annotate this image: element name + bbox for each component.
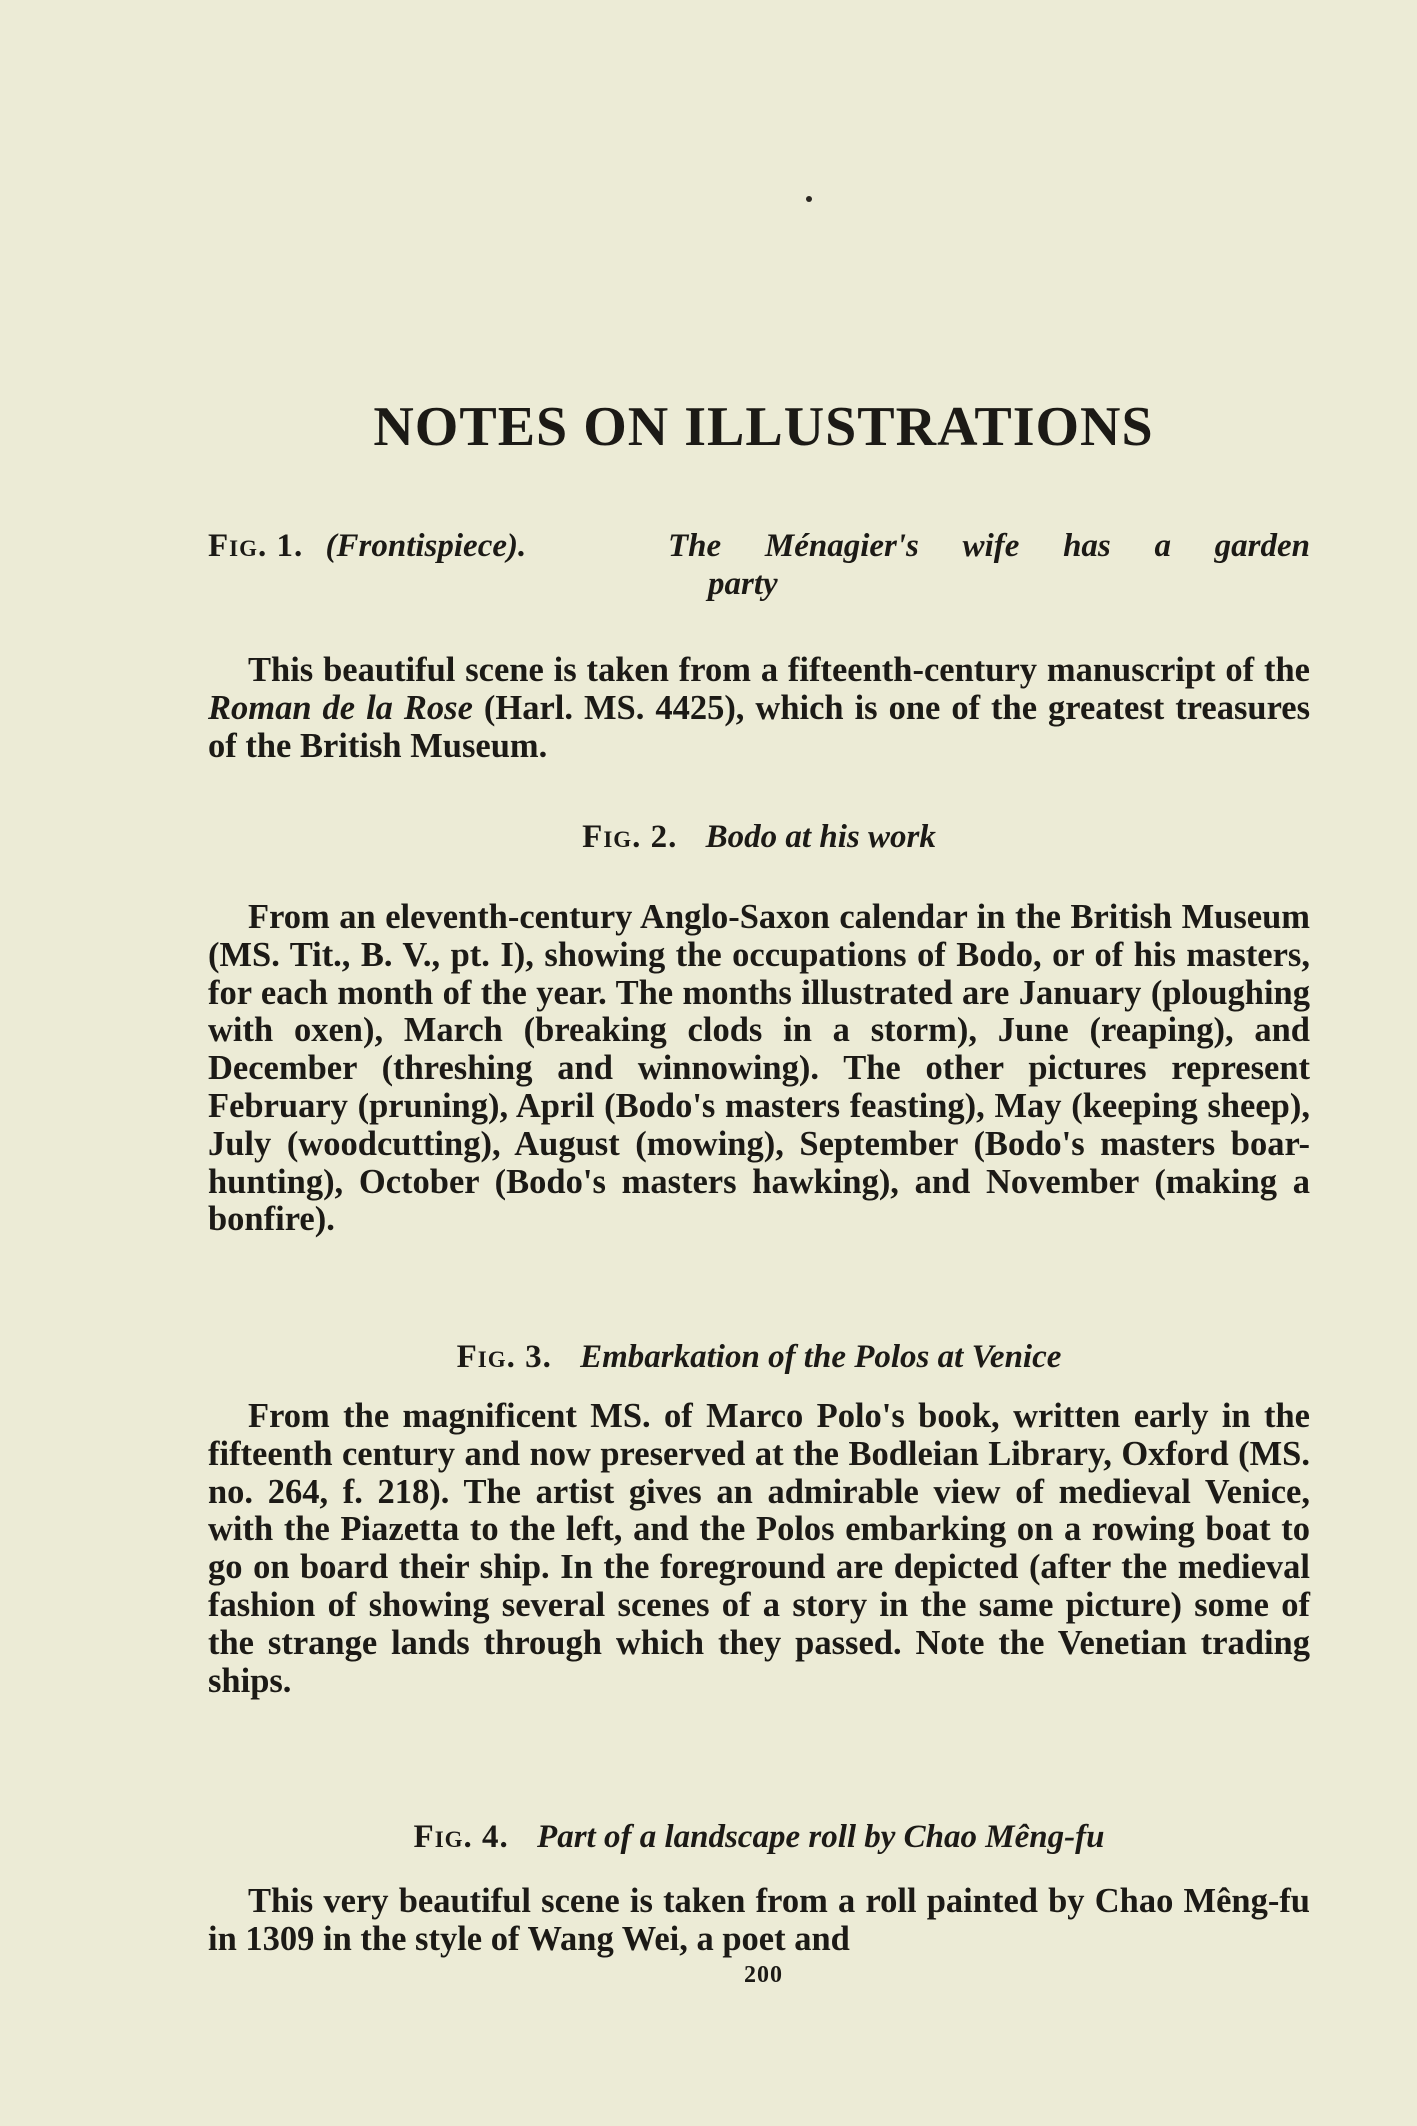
figure-3-note [208, 1338, 1310, 1700]
figure-2-heading [208, 818, 1310, 856]
figure-1-caption-line1: The Ménagier's wife has a garden [668, 528, 1310, 564]
figure-1-caption-line2: party [708, 566, 778, 602]
figure-1-text-b: (Harl. MS. 4425), which is one of the greatest treasures of the British Museum. [208, 688, 1310, 765]
figure-4-note [208, 1818, 1310, 1959]
figure-3-caption: Embarkation of the Polos at Venice [580, 1339, 1062, 1375]
figure-3-label: Fig. 3. [456, 1339, 552, 1375]
figure-3-description: From the magnificent MS. of Marco Polo's book, written early in the fifteenth century and now preserved at the Bodleian Library, Oxford (MS. no. 264, f. 218). The artist gives an admirable view of medieval Venice, with the Piazetta to the left, and the Polos embarking on a rowing boat to go on board their ship. In the foreground are depicted (after the medieval fashion of showing several scenes of a story in the same picture) some of the strange lands through which they passed. Note the Venetian trading ships. [208, 1397, 1310, 1700]
figure-2-caption: Bodo at his work [705, 819, 936, 855]
ink-speck [806, 196, 812, 202]
page-title: NOTES ON ILLUSTRATIONS [373, 396, 1154, 458]
figure-3-heading [208, 1338, 1310, 1376]
figure-2-note [208, 818, 1310, 1239]
page-number: 200 [744, 1962, 783, 1988]
figure-1-note [208, 527, 1310, 765]
figure-4-caption: Part of a landscape roll by Chao Mêng-fu [537, 1819, 1105, 1855]
figure-4-heading [208, 1818, 1310, 1856]
figure-4-label: Fig. 4. [413, 1819, 509, 1855]
figure-1-text-a: This beautiful scene is taken from a fifteenth-century manuscript of the [248, 651, 1310, 689]
figure-2-description: From an eleventh-century Anglo-Saxon calendar in the British Museum (MS. Tit., B. V., pt. I), showing the occupations of Bodo, or of his masters, for each month of the year. The months illustrated are January (ploughing with oxen), March (breaking clods in a storm), June (reaping), and December (threshing and winnowing). The other pictures represent February (pruning), April (Bodo's masters feasting), May (keeping sheep), July (woodcutting), August (mowing), September (Bodo's masters boar-hunting), October (Bodo's masters hawking), and November (making a bonfire). [208, 898, 1310, 1239]
figure-2-label: Fig. 2. [582, 819, 678, 855]
figure-1-title-italic: Roman de la Rose [208, 688, 473, 727]
figure-1-label: Fig. 1. [208, 528, 304, 564]
figure-1-paren: (Frontispiece). [325, 528, 527, 564]
figure-4-description: This very beautiful scene is taken from a roll painted by Chao Mêng-fu in 1309 in the style of Wang Wei, a poet and [208, 1882, 1310, 1958]
figure-1-heading [208, 527, 1310, 603]
figure-1-description [208, 652, 1310, 765]
